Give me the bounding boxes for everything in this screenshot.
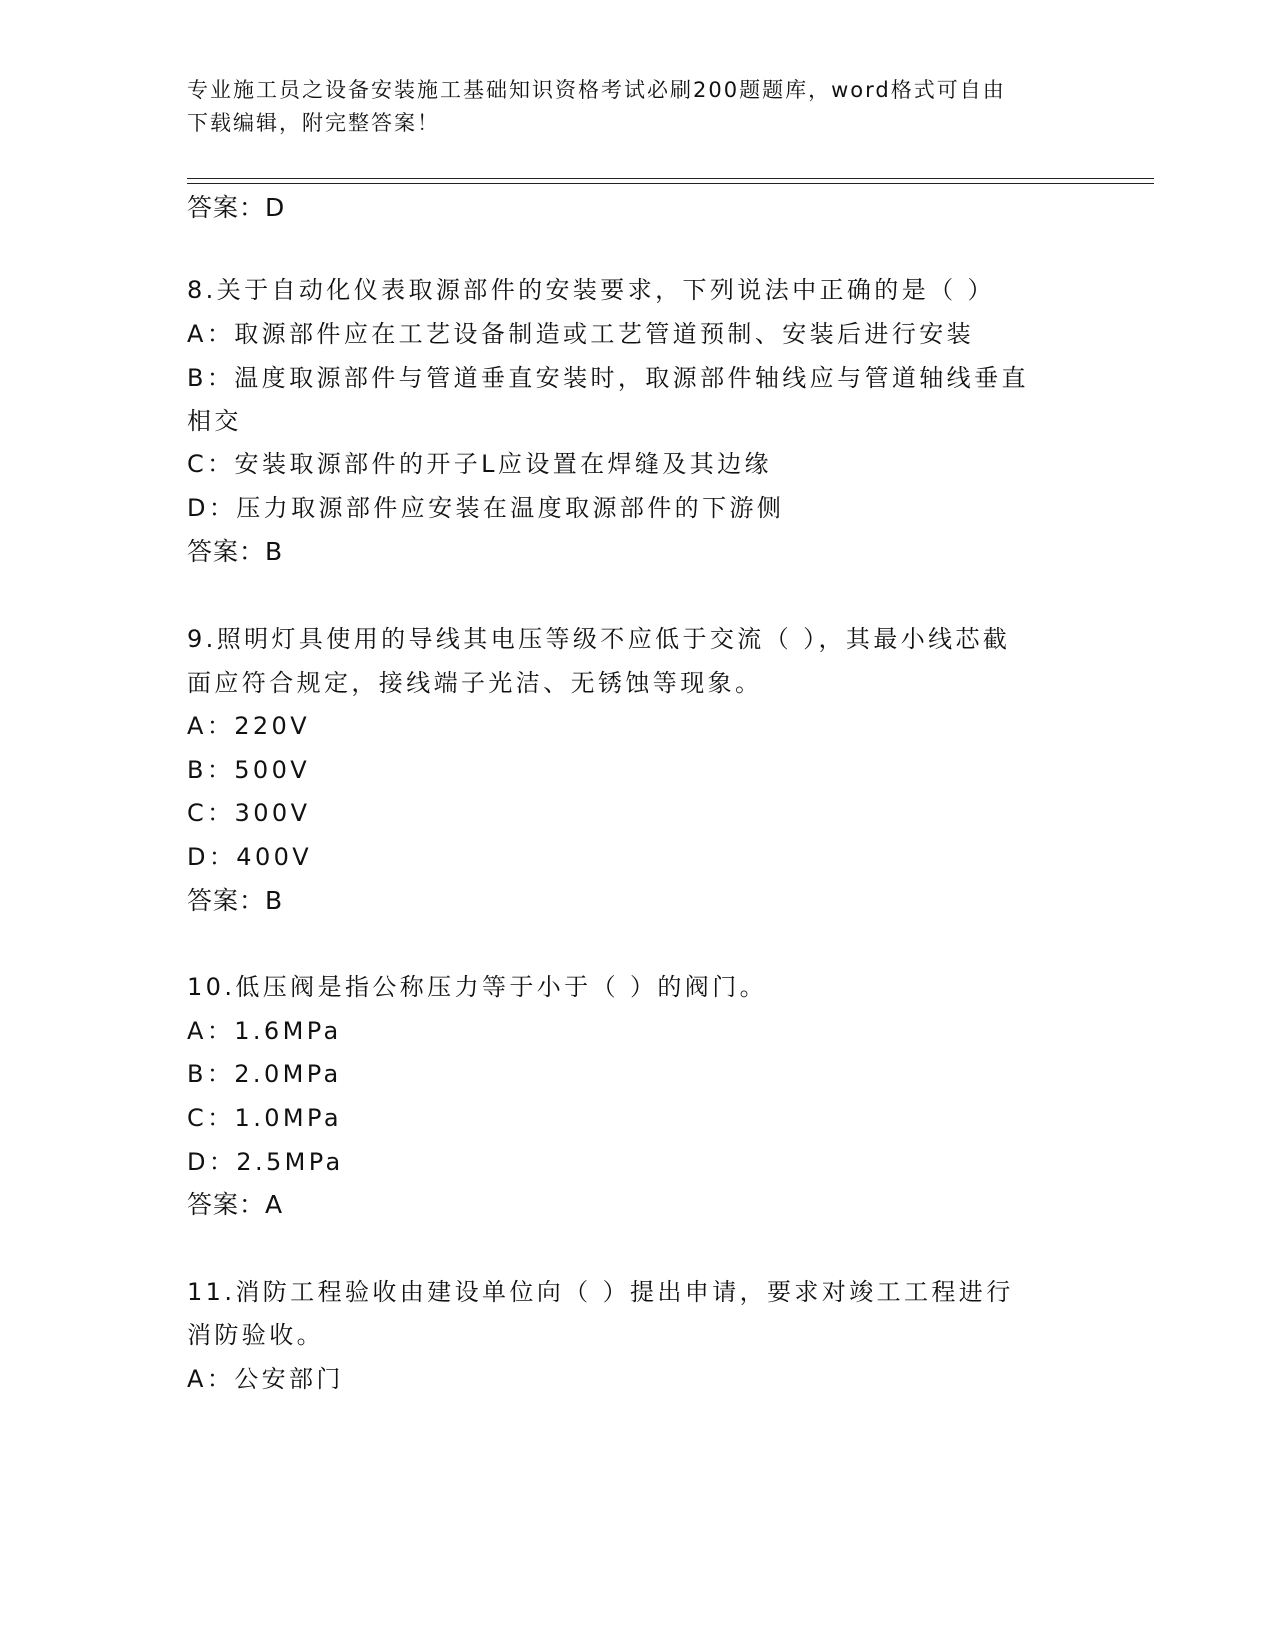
question-9-stem-line-2: 面应符合规定，接线端子光洁、无锈蚀等现象。: [187, 669, 763, 697]
question-8-option-b-line-2: 相交: [187, 407, 242, 435]
question-8-option-a: A：取源部件应在工艺设备制造或工艺管道预制、安装后进行安装: [187, 320, 975, 348]
question-8-option-d: D：压力取源部件应安装在温度取源部件的下游侧: [187, 494, 785, 522]
question-8-option-b-line-1: B：温度取源部件与管道垂直安装时，取源部件轴线应与管道轴线垂直: [187, 364, 1029, 392]
question-10-option-d: D：2.5MPa: [187, 1148, 344, 1176]
question-11-option-a: A：公安部门: [187, 1365, 344, 1393]
previous-answer: 答案：D: [187, 193, 286, 222]
question-8-stem-line-1: 8.关于自动化仪表取源部件的安装要求，下列说法中正确的是（ ）: [187, 276, 995, 304]
question-10-stem-line-1: 10.低压阀是指公称压力等于小于（ ）的阀门。: [187, 973, 767, 1001]
header-line-2: 下载编辑，附完整答案！: [187, 111, 440, 135]
header-rule-bottom: [187, 183, 1154, 184]
question-8-answer: 答案：B: [187, 537, 284, 566]
question-11-stem-line-1: 11.消防工程验收由建设单位向（ ）提出申请，要求对竣工工程进行: [187, 1278, 1014, 1306]
question-9-option-a: A：220V: [187, 712, 311, 740]
question-9-answer: 答案：B: [187, 886, 284, 915]
question-9-option-b: B：500V: [187, 756, 311, 784]
question-9-option-d: D：400V: [187, 843, 313, 871]
question-11-stem-line-2: 消防验收。: [187, 1321, 324, 1349]
document-header: [187, 74, 1087, 140]
question-9-option-c: C：300V: [187, 799, 311, 827]
header-rule-top: [187, 178, 1154, 179]
question-10-option-c: C：1.0MPa: [187, 1104, 342, 1132]
question-8-option-c: C：安装取源部件的开子L应设置在焊缝及其边缘: [187, 450, 772, 478]
header-line-1: 专业施工员之设备安装施工基础知识资格考试必刷200题题库，word格式可自由: [187, 78, 1006, 102]
question-10-option-a: A：1.6MPa: [187, 1017, 342, 1045]
question-10-option-b: B：2.0MPa: [187, 1060, 342, 1088]
question-10-answer: 答案：A: [187, 1190, 284, 1219]
question-9-stem-line-1: 9.照明灯具使用的导线其电压等级不应低于交流（ ），其最小线芯截: [187, 625, 1011, 653]
